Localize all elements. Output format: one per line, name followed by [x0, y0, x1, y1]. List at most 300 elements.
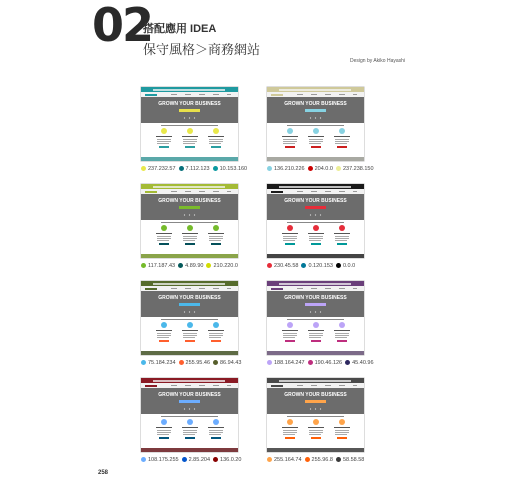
color-dot — [345, 360, 350, 365]
feature-column — [207, 225, 225, 251]
color-swatch — [308, 165, 333, 173]
color-dot — [213, 360, 218, 365]
feature-button — [337, 243, 347, 245]
feature-column — [281, 225, 299, 251]
page-header — [0, 0, 520, 70]
divider — [161, 319, 218, 320]
site-logo — [145, 385, 157, 387]
feature-heading-line — [308, 233, 324, 234]
feature-icon — [161, 128, 167, 134]
feature-text-line — [209, 337, 221, 338]
site-logo — [145, 191, 157, 193]
color-dot — [206, 263, 211, 268]
feature-text-line — [309, 143, 321, 144]
feature-text-line — [335, 236, 349, 237]
feature-text-line — [283, 143, 295, 144]
feature-column — [181, 128, 199, 154]
feature-column — [207, 322, 225, 348]
feature-button — [211, 146, 221, 148]
feature-text-line — [283, 337, 295, 338]
feature-text-line — [157, 333, 171, 334]
slider-dots — [182, 311, 197, 313]
color-dot — [267, 360, 272, 365]
feature-text-line — [309, 335, 323, 336]
feature-icon — [339, 128, 345, 134]
rgb-value: 117.187.43 — [148, 263, 176, 269]
address-bar — [153, 186, 225, 188]
hero-title: GROWN YOUR BUSINESS — [158, 198, 221, 204]
feature-icon — [187, 128, 193, 134]
color-swatch-row — [267, 165, 377, 173]
color-swatch — [141, 165, 176, 173]
color-swatch — [178, 262, 203, 270]
hero-cta-button — [179, 206, 200, 209]
feature-column — [307, 225, 325, 251]
feature-heading-line — [308, 330, 324, 331]
color-swatch — [345, 359, 373, 367]
feature-column — [155, 225, 173, 251]
feature-text-line — [209, 141, 223, 142]
feature-text-line — [183, 337, 195, 338]
hero-cta-button — [305, 109, 326, 112]
hero-cta-button — [179, 303, 200, 306]
color-dot — [179, 360, 184, 365]
site-logo — [271, 288, 283, 290]
feature-column — [333, 419, 351, 445]
feature-column — [333, 128, 351, 154]
color-dot — [182, 457, 187, 462]
feature-text-line — [157, 238, 171, 239]
feature-section — [267, 220, 364, 254]
feature-icon — [213, 322, 219, 328]
color-dot — [267, 166, 272, 171]
color-swatch — [213, 456, 241, 464]
feature-text-line — [183, 143, 195, 144]
color-dot — [213, 457, 218, 462]
feature-text-line — [335, 139, 349, 140]
color-dot — [179, 166, 184, 171]
feature-text-line — [335, 238, 349, 239]
color-dot — [178, 263, 183, 268]
color-dot — [141, 263, 146, 268]
rgb-value: 190.46.126 — [314, 360, 343, 366]
feature-icon — [339, 322, 345, 328]
rgb-value: 86.94.43 — [220, 360, 242, 366]
feature-text-line — [209, 139, 223, 140]
feature-text-line — [335, 335, 349, 336]
feature-text-line — [283, 139, 297, 140]
feature-icon — [187, 225, 193, 231]
feature-button — [211, 437, 221, 439]
rgb-value: 7.112.123 — [185, 166, 210, 172]
address-bar — [279, 89, 351, 91]
feature-button — [159, 146, 169, 148]
feature-text-line — [283, 240, 295, 241]
feature-button — [185, 437, 195, 439]
divider — [161, 416, 218, 417]
hero-section — [141, 388, 238, 414]
feature-heading-line — [182, 136, 198, 137]
color-swatch — [336, 165, 374, 173]
color-dot — [308, 360, 313, 365]
color-swatch — [301, 262, 332, 270]
hero-title: GROWN YOUR BUSINESS — [284, 198, 347, 204]
color-swatch-row — [267, 456, 367, 464]
feature-text-line — [209, 236, 223, 237]
nav-links — [297, 94, 357, 95]
feature-heading-line — [182, 427, 198, 428]
feature-icon — [287, 419, 293, 425]
hero-section — [267, 194, 364, 220]
feature-icon — [339, 225, 345, 231]
feature-column — [307, 128, 325, 154]
site-logo — [145, 94, 157, 96]
feature-section — [141, 317, 238, 351]
color-dot — [213, 166, 218, 171]
color-swatch — [213, 165, 248, 173]
rgb-value: 0.120.153 — [308, 263, 333, 269]
feature-column — [281, 322, 299, 348]
nav-links — [297, 191, 357, 192]
feature-text-line — [309, 434, 321, 435]
feature-icon — [287, 128, 293, 134]
feature-button — [337, 437, 347, 439]
feature-text-line — [157, 139, 171, 140]
site-footer — [267, 157, 364, 161]
nav-links — [171, 94, 231, 95]
feature-column — [181, 419, 199, 445]
hero-section — [141, 97, 238, 123]
feature-button — [285, 437, 295, 439]
divider — [287, 416, 344, 417]
color-swatch — [179, 359, 210, 367]
feature-button — [285, 340, 295, 342]
feature-icon — [313, 128, 319, 134]
hero-section — [267, 291, 364, 317]
feature-text-line — [157, 432, 171, 433]
feature-text-line — [183, 139, 197, 140]
slider-dots — [308, 311, 323, 313]
feature-icon — [313, 419, 319, 425]
nav-links — [171, 191, 231, 192]
color-swatch — [141, 456, 179, 464]
rgb-value: 10.153.160 — [219, 166, 248, 172]
nav-links — [297, 288, 357, 289]
slider-dots — [182, 214, 197, 216]
color-swatch — [308, 359, 343, 367]
feature-text-line — [209, 434, 221, 435]
website-mockup-card — [141, 378, 238, 452]
feature-column — [281, 128, 299, 154]
rgb-value: 237.232.57 — [148, 166, 176, 172]
feature-button — [311, 437, 321, 439]
feature-heading-line — [208, 427, 224, 428]
feature-button — [311, 146, 321, 148]
website-mockup-card — [267, 378, 364, 452]
color-swatch — [305, 456, 333, 464]
rgb-value: 136.210.226 — [274, 166, 305, 172]
address-bar — [279, 380, 351, 382]
feature-text-line — [283, 236, 297, 237]
hero-cta-button — [305, 400, 326, 403]
rgb-value: 2.85.204 — [188, 457, 211, 463]
rgb-value: 255.96.8 — [311, 457, 333, 463]
divider — [287, 125, 344, 126]
feature-column — [333, 225, 351, 251]
feature-text-line — [309, 432, 323, 433]
feature-column — [207, 128, 225, 154]
color-dot — [305, 457, 310, 462]
color-swatch — [182, 456, 210, 464]
feature-text-line — [183, 240, 195, 241]
feature-button — [185, 146, 195, 148]
divider — [287, 319, 344, 320]
feature-text-line — [335, 143, 347, 144]
hero-section — [267, 97, 364, 123]
feature-button — [311, 243, 321, 245]
site-footer — [267, 448, 364, 452]
feature-heading-line — [334, 427, 350, 428]
section-title: 保守風格＞商務網站 — [143, 42, 261, 57]
feature-button — [211, 340, 221, 342]
feature-text-line — [157, 236, 171, 237]
feature-text-line — [335, 430, 349, 431]
website-mockup-card — [267, 184, 364, 258]
address-bar — [153, 283, 225, 285]
feature-text-line — [183, 236, 197, 237]
website-mockup-card — [141, 184, 238, 258]
feature-button — [185, 340, 195, 342]
feature-section — [267, 123, 364, 157]
color-swatch — [336, 456, 364, 464]
nav-links — [297, 385, 357, 386]
page-number: 258 — [98, 470, 109, 476]
feature-heading-line — [282, 233, 298, 234]
site-footer — [141, 448, 238, 452]
rgb-value: 204.0.0 — [314, 166, 333, 172]
feature-icon — [213, 128, 219, 134]
feature-text-line — [335, 141, 349, 142]
feature-section — [141, 414, 238, 448]
feature-text-line — [183, 434, 195, 435]
color-dot — [267, 457, 272, 462]
feature-text-line — [335, 432, 349, 433]
feature-text-line — [283, 333, 297, 334]
feature-heading-line — [208, 330, 224, 331]
divider — [161, 125, 218, 126]
feature-text-line — [335, 337, 347, 338]
feature-text-line — [183, 238, 197, 239]
section-subtitle: 搭配應用 IDEA — [143, 23, 217, 35]
feature-section — [141, 123, 238, 157]
feature-heading-line — [282, 427, 298, 428]
hero-title: GROWN YOUR BUSINESS — [284, 101, 347, 107]
feature-button — [185, 243, 195, 245]
address-bar — [279, 186, 351, 188]
feature-column — [155, 322, 173, 348]
feature-text-line — [335, 240, 347, 241]
hero-title: GROWN YOUR BUSINESS — [158, 101, 221, 107]
rgb-value: 58.58.58 — [342, 457, 365, 463]
feature-button — [285, 243, 295, 245]
feature-text-line — [309, 430, 323, 431]
color-dot — [336, 166, 341, 171]
website-mockup-card — [267, 87, 364, 161]
rgb-value: 255.95.46 — [185, 360, 210, 366]
feature-text-line — [309, 236, 323, 237]
nav-links — [171, 288, 231, 289]
chapter-number: 02 — [92, 0, 153, 52]
color-swatch — [267, 359, 305, 367]
color-swatch-row — [141, 262, 241, 270]
feature-heading-line — [282, 330, 298, 331]
feature-button — [337, 146, 347, 148]
divider — [287, 222, 344, 223]
hero-cta-button — [305, 303, 326, 306]
divider — [161, 222, 218, 223]
rgb-value: 255.164.74 — [274, 457, 302, 463]
feature-icon — [161, 419, 167, 425]
feature-text-line — [209, 430, 223, 431]
feature-column — [281, 419, 299, 445]
rgb-value: 210.220.0 — [213, 263, 238, 269]
color-dot — [308, 166, 313, 171]
rgb-value: 136.0.20 — [220, 457, 242, 463]
feature-icon — [339, 419, 345, 425]
feature-text-line — [183, 333, 197, 334]
color-dot — [141, 457, 146, 462]
slider-dots — [182, 117, 197, 119]
rgb-value: 108.175.255 — [148, 457, 179, 463]
rgb-value: 237.238.150 — [342, 166, 374, 172]
feature-heading-line — [208, 136, 224, 137]
feature-heading-line — [334, 330, 350, 331]
color-swatch-row — [267, 359, 377, 367]
feature-heading-line — [334, 136, 350, 137]
color-swatch-row — [141, 359, 244, 367]
color-dot — [301, 263, 306, 268]
feature-column — [207, 419, 225, 445]
rgb-value: 188.164.247 — [274, 360, 305, 366]
hero-section — [141, 194, 238, 220]
color-dot — [267, 263, 272, 268]
site-footer — [141, 351, 238, 355]
website-mockup-card — [141, 281, 238, 355]
hero-title: GROWN YOUR BUSINESS — [158, 392, 221, 398]
feature-heading-line — [156, 136, 172, 137]
feature-text-line — [309, 240, 321, 241]
feature-text-line — [183, 335, 197, 336]
feature-icon — [161, 322, 167, 328]
feature-text-line — [283, 141, 297, 142]
feature-text-line — [209, 333, 223, 334]
site-footer — [267, 254, 364, 258]
feature-heading-line — [156, 330, 172, 331]
address-bar — [153, 380, 225, 382]
feature-button — [159, 243, 169, 245]
feature-icon — [287, 322, 293, 328]
site-footer — [141, 254, 238, 258]
hero-section — [267, 388, 364, 414]
feature-text-line — [283, 335, 297, 336]
color-swatch-row — [267, 262, 358, 270]
feature-icon — [313, 225, 319, 231]
feature-heading-line — [334, 233, 350, 234]
feature-heading-line — [308, 136, 324, 137]
feature-text-line — [157, 240, 169, 241]
color-swatch-row — [141, 165, 250, 173]
feature-heading-line — [308, 427, 324, 428]
feature-section — [267, 317, 364, 351]
site-footer — [141, 157, 238, 161]
feature-text-line — [183, 432, 197, 433]
color-dot — [141, 360, 146, 365]
feature-heading-line — [156, 427, 172, 428]
feature-text-line — [157, 141, 171, 142]
feature-text-line — [283, 430, 297, 431]
color-dot — [336, 457, 341, 462]
color-swatch — [267, 262, 298, 270]
feature-button — [311, 340, 321, 342]
feature-text-line — [335, 333, 349, 334]
slider-dots — [308, 408, 323, 410]
rgb-value: 230.45.58 — [274, 263, 299, 269]
hero-title: GROWN YOUR BUSINESS — [158, 295, 221, 301]
feature-button — [159, 437, 169, 439]
design-credit: Design by Akiko Hayashi — [350, 58, 406, 64]
feature-icon — [187, 322, 193, 328]
website-mockup-card — [141, 87, 238, 161]
feature-text-line — [157, 430, 171, 431]
feature-text-line — [157, 335, 171, 336]
feature-icon — [313, 322, 319, 328]
feature-text-line — [157, 434, 169, 435]
feature-heading-line — [182, 233, 198, 234]
feature-text-line — [309, 337, 321, 338]
feature-section — [267, 414, 364, 448]
slider-dots — [182, 408, 197, 410]
site-footer — [267, 351, 364, 355]
feature-text-line — [157, 337, 169, 338]
address-bar — [153, 89, 225, 91]
site-logo — [145, 288, 157, 290]
color-swatch — [206, 262, 237, 270]
color-swatch — [267, 165, 305, 173]
color-swatch — [141, 262, 175, 270]
color-swatch-row — [141, 456, 244, 464]
feature-button — [285, 146, 295, 148]
site-logo — [271, 385, 283, 387]
color-dot — [336, 263, 341, 268]
feature-button — [211, 243, 221, 245]
feature-text-line — [283, 434, 295, 435]
nav-links — [171, 385, 231, 386]
feature-button — [159, 340, 169, 342]
hero-section — [141, 291, 238, 317]
feature-icon — [213, 419, 219, 425]
rgb-value: 75.184.234 — [148, 360, 176, 366]
feature-text-line — [283, 238, 297, 239]
feature-column — [181, 322, 199, 348]
hero-cta-button — [179, 109, 200, 112]
color-swatch — [179, 165, 210, 173]
feature-text-line — [335, 434, 347, 435]
feature-text-line — [309, 139, 323, 140]
feature-icon — [187, 419, 193, 425]
feature-icon — [213, 225, 219, 231]
color-dot — [141, 166, 146, 171]
feature-text-line — [209, 143, 221, 144]
